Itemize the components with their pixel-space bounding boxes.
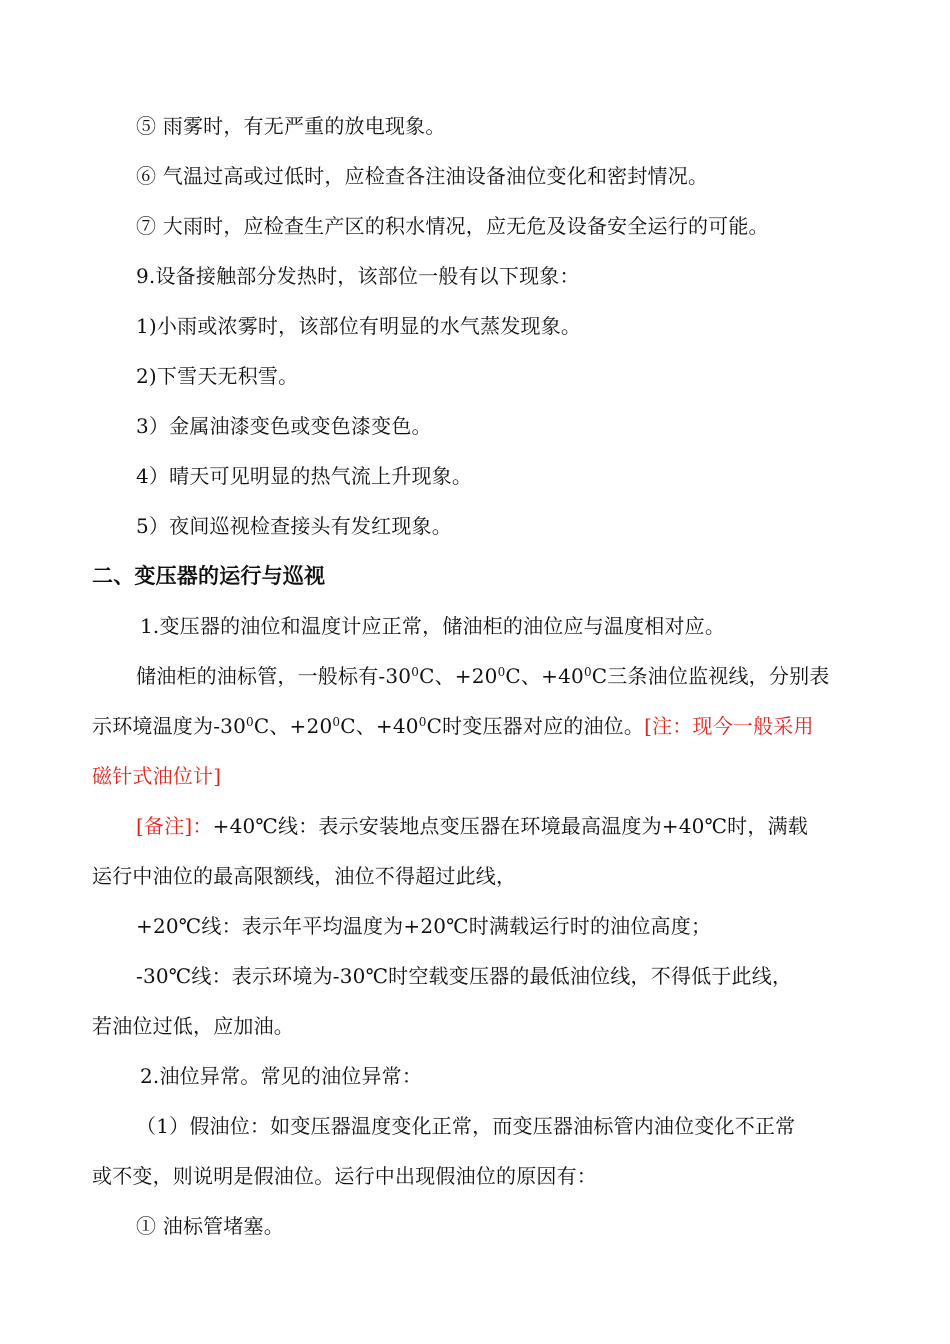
text-line-item-2: 2)下雪天无积雪。 xyxy=(136,364,299,388)
text-line-rain-fog: ⑤ 雨雾时，有无严重的放电现象。 xyxy=(136,114,446,138)
text-line-false-oil-level: （1）假油位：如变压器温度变化正常，而变压器油标管内油位变化不正常 xyxy=(136,1114,796,1138)
degree-mark: 0 xyxy=(411,665,420,679)
text-line-contact-heating: 9.设备接触部分发热时，该部位一般有以下现象： xyxy=(136,264,580,288)
remark-label: [备注]： xyxy=(136,814,213,838)
oil-gauge-text-part: C三条油位监视线，分别表 xyxy=(591,664,830,688)
text-line-add-oil: 若油位过低，应加油。 xyxy=(92,1014,294,1038)
text-line-gauge-blocked: ① 油标管堵塞。 xyxy=(136,1214,284,1238)
text-line-item-1: 1)小雨或浓雾时，该部位有明显的水气蒸发现象。 xyxy=(136,314,582,338)
degree-mark: 0 xyxy=(418,715,427,729)
section-heading: 二、变压器的运行与巡视 xyxy=(92,564,326,588)
note-red-continued: 磁针式油位计] xyxy=(92,764,222,788)
text-line-heavy-rain: ⑦ 大雨时，应检查生产区的积水情况，应无危及设备安全运行的可能。 xyxy=(136,214,769,238)
degree-mark: 0 xyxy=(583,665,592,679)
oil-gauge-text-part: C、+40 xyxy=(505,664,584,688)
text-line-item-3: 3）金属油漆变色或变色漆变色。 xyxy=(136,414,432,438)
remark-text: +40℃线：表示安装地点变压器在环境最高温度为+40℃时，满载 xyxy=(212,814,808,838)
oil-gauge-text-part: C、+20 xyxy=(419,664,498,688)
text-line-remark-40 xyxy=(136,812,808,840)
ambient-text-part: C时变压器对应的油位。 xyxy=(426,714,645,738)
text-line-oil-gauge-marks xyxy=(136,662,829,690)
ambient-text-part: C、+20 xyxy=(253,714,333,738)
oil-gauge-text-part: 储油柜的油标管，一般标有-30 xyxy=(136,664,412,688)
text-line-item-4: 4）晴天可见明显的热气流上升现象。 xyxy=(136,464,473,488)
degree-mark: 0 xyxy=(332,715,341,729)
text-line-remark-20: +20℃线：表示年平均温度为+20℃时满载运行时的油位高度； xyxy=(136,914,712,938)
text-line-false-oil-level-continued: 或不变，则说明是假油位。运行中出现假油位的原因有： xyxy=(92,1164,597,1188)
note-red: [注：现今一般采用 xyxy=(644,714,814,738)
degree-mark: 0 xyxy=(246,715,254,729)
text-line-temperature: ⑥ 气温过高或过低时，应检查各注油设备油位变化和密封情况。 xyxy=(136,164,709,188)
text-line-oil-level-normal: 1.变压器的油位和温度计应正常，储油柜的油位应与温度相对应。 xyxy=(140,614,726,638)
text-line-ambient-temp xyxy=(92,712,814,740)
ambient-text-part: C、+40 xyxy=(340,714,419,738)
text-line-remark-minus30: -30℃线：表示环境为-30℃时空载变压器的最低油位线，不得低于此线， xyxy=(136,964,793,988)
text-line-item-5: 5）夜间巡视检查接头有发红现象。 xyxy=(136,514,452,538)
text-line-remark-40-continued: 运行中油位的最高限额线，油位不得超过此线， xyxy=(92,864,517,888)
text-line-oil-level-abnormal: 2.油位异常。常见的油位异常： xyxy=(140,1064,423,1088)
ambient-text-part: 示环境温度为-30 xyxy=(92,714,247,738)
degree-mark: 0 xyxy=(497,665,506,679)
